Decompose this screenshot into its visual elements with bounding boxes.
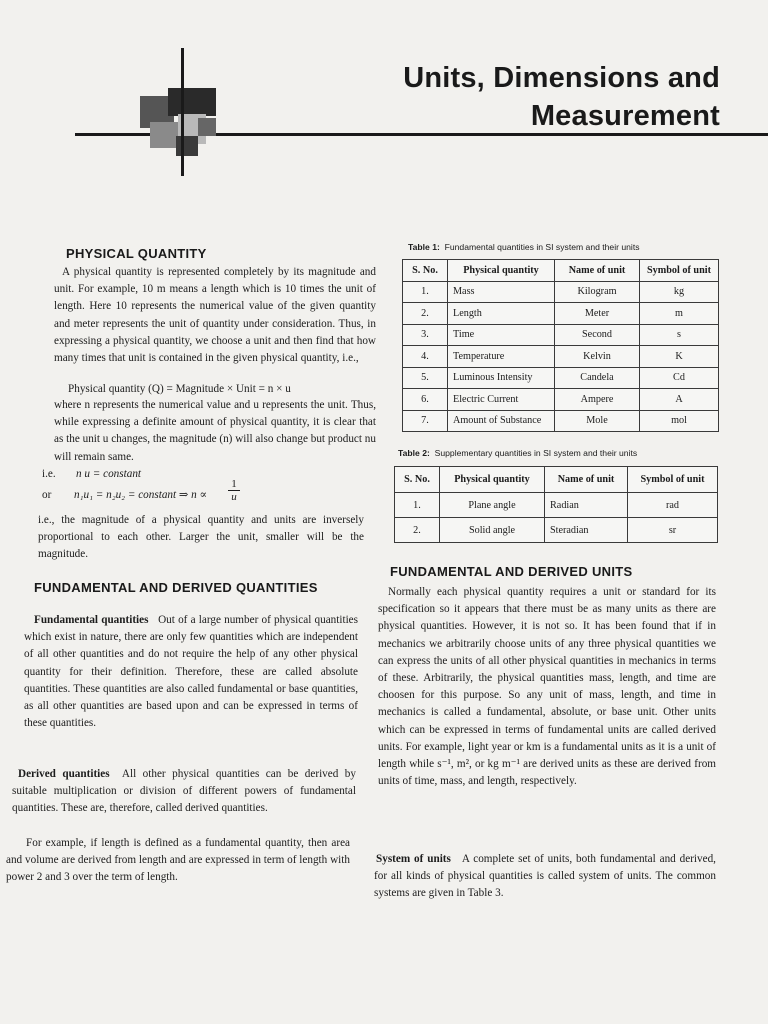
or-label: or bbox=[42, 489, 52, 501]
physical-quantity-paragraph: A physical quantity is represented completely by its magnitude and unit. For example, 10 m means a length which is 10 times the unit of length. Here 10 represents the numerical value of the given quantity and meter represents the unit of quantity under consideration. Thus, in expressing a physical quantity, we choose a unit and then find that how many times that unit is contained in the given physical quantity, i.e., bbox=[54, 266, 376, 365]
cell-sno: 6. bbox=[403, 389, 448, 411]
table-row bbox=[403, 346, 719, 368]
inverse-proportion-paragraph: i.e., the magnitude of a physical quantity and units are inversely proportional to each other. Larger the unit, smaller will be the magnitude. bbox=[38, 514, 364, 561]
table-row bbox=[403, 303, 719, 325]
cell-symbol: kg bbox=[640, 281, 719, 303]
header-graphic bbox=[140, 88, 216, 160]
table-row bbox=[403, 324, 719, 346]
or-equation: n₁u₁ = n₂u₂ = constant ⇒ n ∝ bbox=[74, 489, 208, 501]
cell-unit: Candela bbox=[555, 367, 640, 389]
cell-quantity: Luminous Intensity bbox=[448, 367, 555, 389]
fund-derived-units-heading: FUNDAMENTAL AND DERIVED UNITS bbox=[390, 564, 633, 579]
table-row bbox=[403, 281, 719, 303]
cell-unit: Radian bbox=[545, 493, 628, 518]
derived-example-paragraph: For example, if length is defined as a fundamental quantity, then area and volume are derived from length and are expressed in term of length with power 2 and 3 over the term of length. bbox=[6, 837, 350, 884]
cell-unit: Second bbox=[555, 324, 640, 346]
table-row bbox=[395, 518, 718, 543]
cell-unit: Steradian bbox=[545, 518, 628, 543]
table-row bbox=[395, 493, 718, 518]
cell-sno: 2. bbox=[395, 518, 440, 543]
cell-symbol: rad bbox=[628, 493, 718, 518]
cell-quantity: Solid angle bbox=[440, 518, 545, 543]
derived-quantities-paragraph bbox=[12, 766, 356, 818]
derived-quantities-term: Derived quantities bbox=[18, 768, 110, 780]
cell-unit: Kelvin bbox=[555, 346, 640, 368]
cell-quantity: Temperature bbox=[448, 346, 555, 368]
table1-caption-text: Fundamental quantities in SI system and their units bbox=[444, 242, 640, 252]
table2-caption-text: Supplementary quantities in SI system and their units bbox=[434, 448, 638, 458]
cell-symbol: sr bbox=[628, 518, 718, 543]
table1-col-sno: S. No. bbox=[403, 260, 448, 282]
cell-quantity: Time bbox=[448, 324, 555, 346]
cell-sno: 2. bbox=[403, 303, 448, 325]
fund-derived-quantities-heading: FUNDAMENTAL AND DERIVED QUANTITIES bbox=[34, 580, 318, 595]
fundamental-quantities-text: Out of a large number of physical quantities which exist in nature, there are only few quantities which are independent of all other quantities and do not require the help of any other physical quantity for their definition. Therefore, these are called absolute quantities. These quantities are also called fundamental or base quantities, as all other quantities are based upon and can be expressed in terms of these quantities. bbox=[24, 614, 359, 730]
cell-quantity: Plane angle bbox=[440, 493, 545, 518]
cell-unit: Mole bbox=[555, 410, 640, 432]
cell-symbol: m bbox=[640, 303, 719, 325]
fundamental-quantities-term: Fundamental quantities bbox=[34, 614, 149, 626]
table1-col-symbol: Symbol of unit bbox=[640, 260, 719, 282]
table1-header-row bbox=[403, 260, 719, 282]
table2-col-quantity: Physical quantity bbox=[440, 467, 545, 493]
physical-quantity-paragraph-2: where n represents the numerical value and u represents the unit. Thus, while expressing a definite amount of physical quantity, it is clear that as the unit u changes, the magnitude (n) will also change but product nu will remain same. bbox=[54, 399, 376, 463]
fund-derived-units-paragraph: Normally each physical quantity requires a unit or standard for its specification so it appears that there must be as many units as there are physical quantities. However, it is not so. It has been found that if in mechanics we arbitrarily choose units of any three physical quantities we can express the units of all other physical quantities in mechanics in terms of these. Arbitrarily, the physical quantities mass, length, and time are choosen for this purpose. So any unit of mass, length, and time in mechanics is called a fundamental, absolute, or base unit. Other units which can be expressed in terms of fundamental units are called derived units. For example, light year or km is a fundamental units as it is a unit of length while s⁻¹, m², or kg m⁻¹ are derived units as these are derived from units of time, mass, and length, respectively. bbox=[378, 586, 716, 788]
cell-symbol: s bbox=[640, 324, 719, 346]
cell-sno: 1. bbox=[395, 493, 440, 518]
cell-symbol: A bbox=[640, 389, 719, 411]
physical-quantity-formula: Physical quantity (Q) = Magnitude × Unit = n × u bbox=[68, 383, 291, 395]
derived-quantities-text: All other physical quantities can be derived by suitable multiplication or division of different powers of fundamental quantities. These are, therefore, called derived quantities. bbox=[12, 768, 356, 815]
cell-quantity: Electric Current bbox=[448, 389, 555, 411]
physical-quantity-heading: PHYSICAL QUANTITY bbox=[66, 246, 207, 261]
table-fundamental-quantities bbox=[402, 259, 719, 432]
system-of-units-term: System of units bbox=[376, 853, 451, 865]
table1-col-quantity: Physical quantity bbox=[448, 260, 555, 282]
ie-label: i.e. bbox=[42, 468, 56, 480]
page-title-line-1: Units, Dimensions and bbox=[403, 62, 720, 94]
table1-caption bbox=[408, 242, 640, 252]
cell-quantity: Length bbox=[448, 303, 555, 325]
cell-quantity: Mass bbox=[448, 281, 555, 303]
table-row bbox=[403, 367, 719, 389]
fraction-numerator: 1 bbox=[231, 478, 237, 490]
cell-sno: 3. bbox=[403, 324, 448, 346]
table2-col-sno: S. No. bbox=[395, 467, 440, 493]
header-vertical-rule bbox=[181, 48, 184, 176]
table1-caption-label: Table 1: bbox=[408, 242, 440, 252]
table2-header-row bbox=[395, 467, 718, 493]
table2-col-symbol: Symbol of unit bbox=[628, 467, 718, 493]
table-supplementary-quantities bbox=[394, 466, 718, 543]
ie-equation: n u = constant bbox=[76, 468, 142, 480]
table-row bbox=[403, 389, 719, 411]
inverse-fraction bbox=[228, 478, 240, 503]
cell-sno: 4. bbox=[403, 346, 448, 368]
fraction-denominator: u bbox=[231, 491, 237, 503]
cell-symbol: Cd bbox=[640, 367, 719, 389]
system-of-units-paragraph bbox=[374, 851, 716, 903]
cell-sno: 5. bbox=[403, 367, 448, 389]
table-row bbox=[403, 410, 719, 432]
page-title-line-2: Measurement bbox=[530, 100, 720, 132]
fundamental-quantities-paragraph bbox=[24, 612, 358, 732]
cell-quantity: Amount of Substance bbox=[448, 410, 555, 432]
cell-symbol: mol bbox=[640, 410, 719, 432]
cell-sno: 1. bbox=[403, 281, 448, 303]
cell-unit: Meter bbox=[555, 303, 640, 325]
system-of-units-text: A complete set of units, both fundamental and derived, for all kinds of physical quantities is called system of units. The common systems are given in Table 3. bbox=[374, 853, 716, 900]
table2-caption bbox=[398, 448, 637, 458]
cell-unit: Ampere bbox=[555, 389, 640, 411]
cell-symbol: K bbox=[640, 346, 719, 368]
table2-caption-label: Table 2: bbox=[398, 448, 430, 458]
table2-col-unit: Name of unit bbox=[545, 467, 628, 493]
cell-sno: 7. bbox=[403, 410, 448, 432]
cell-unit: Kilogram bbox=[555, 281, 640, 303]
table1-col-unit: Name of unit bbox=[555, 260, 640, 282]
